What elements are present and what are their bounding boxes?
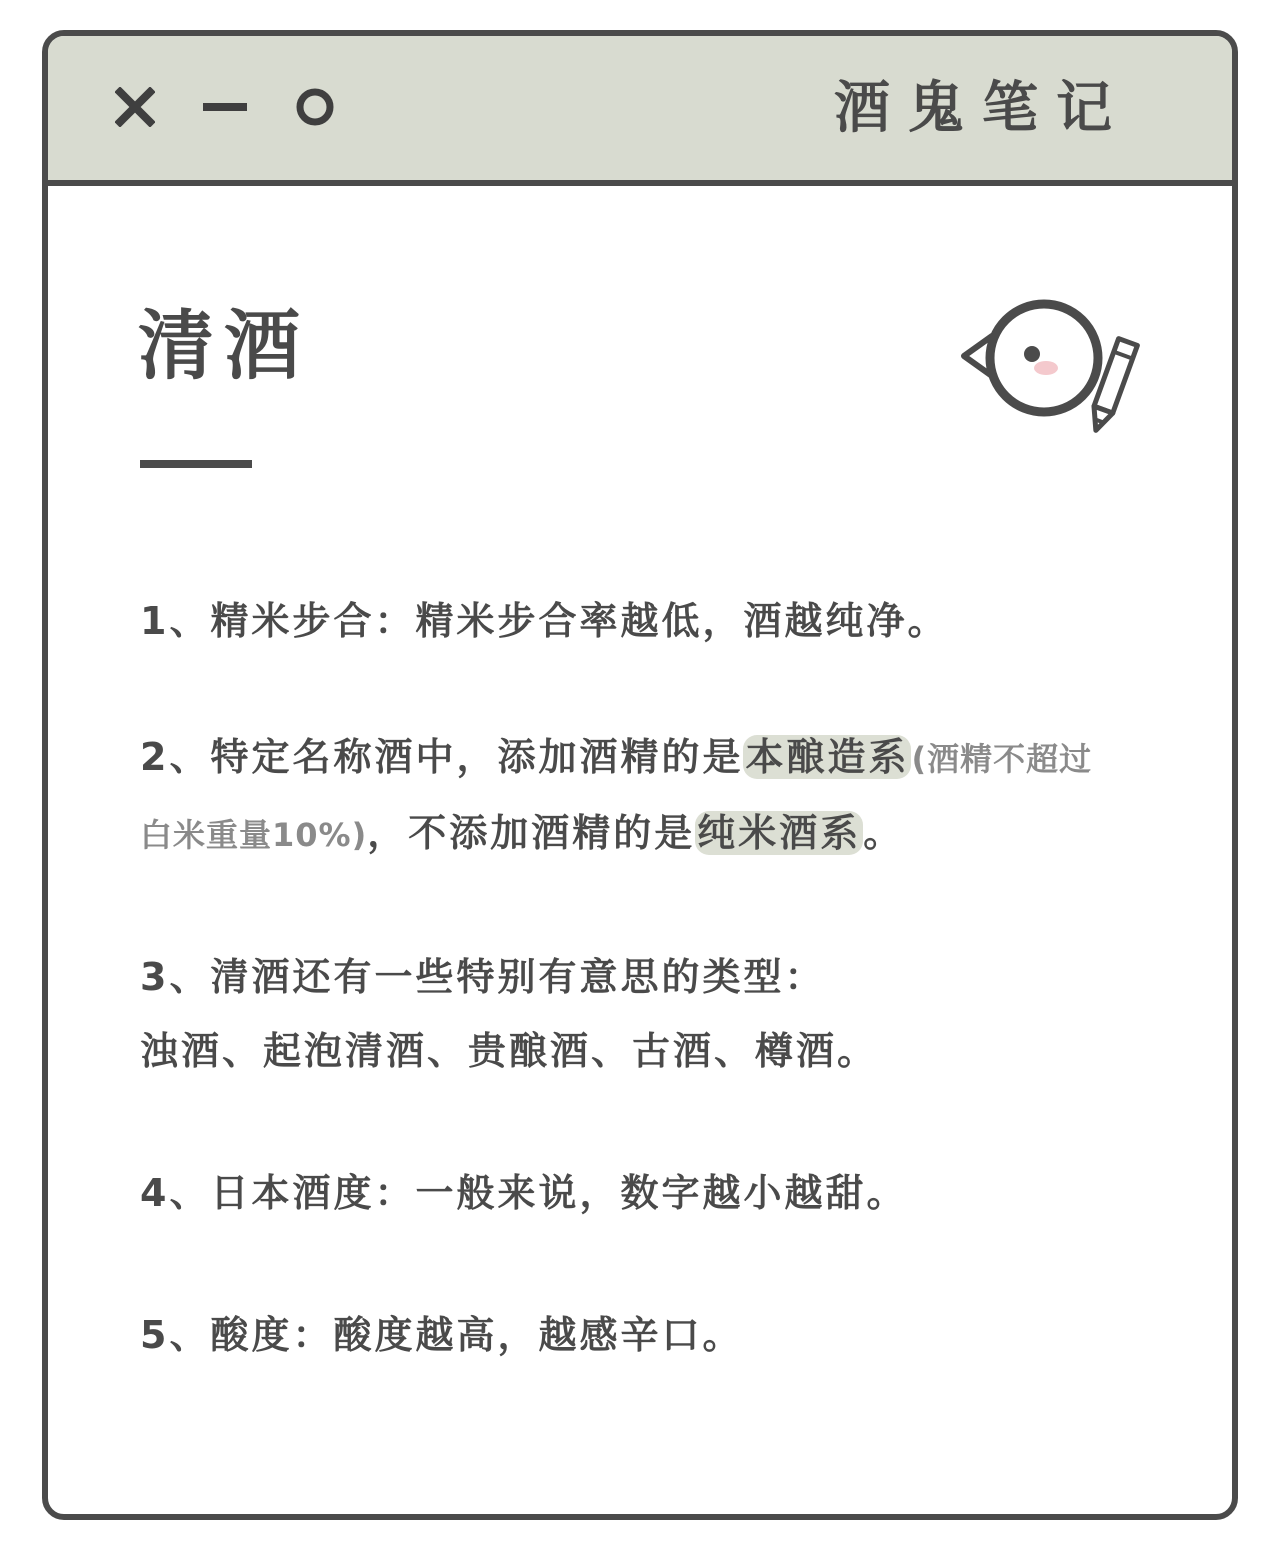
- note-2-line-1: [140, 720, 1172, 796]
- note-item-1: 1、精米步合：精米步合率越低，酒越纯净。: [140, 599, 949, 643]
- note-2-prefix: 2、特定名称酒中，添加酒精的是: [140, 735, 744, 779]
- notes-list: [140, 584, 1172, 1372]
- highlight-junmai: 纯米酒系: [697, 811, 862, 855]
- note-item-5: 5、酸度：酸度越高，越感辛口。: [140, 1313, 744, 1357]
- maximize-button[interactable]: [290, 82, 340, 132]
- minimize-icon: [201, 87, 249, 127]
- app-window: [42, 30, 1238, 1520]
- close-icon: [115, 87, 155, 127]
- note-2-middle: ，不添加酒精的是: [367, 811, 696, 855]
- minimize-button[interactable]: [200, 82, 250, 132]
- note-2-line-2: [140, 796, 1172, 872]
- note-3-line-1: 3、清酒还有一些特别有意思的类型：: [140, 955, 826, 999]
- note-3-line-2: 浊酒、起泡清酒、贵酿酒、古酒、樽酒。: [140, 1029, 879, 1073]
- note-2-suffix: 。: [863, 811, 905, 855]
- title-bar: [48, 36, 1232, 186]
- note-2-aside-1: (酒精不超过: [911, 740, 1093, 778]
- note-2-aside-2: 白米重量10%): [140, 816, 368, 854]
- close-button[interactable]: [110, 82, 160, 132]
- note-item-3: [140, 940, 1172, 1088]
- note-item-4: 4、日本酒度：一般来说，数字越小越甜。: [140, 1171, 908, 1215]
- highlight-honjozo: 本酿造系: [745, 735, 910, 779]
- page-title: 清酒: [138, 301, 310, 390]
- title-divider: [140, 460, 252, 468]
- note-item-2: [140, 720, 1172, 872]
- mascot: [956, 298, 1164, 440]
- app-title: 酒鬼笔记: [834, 76, 1130, 141]
- bird-with-pencil-icon: [956, 298, 1164, 440]
- maximize-icon: [294, 86, 336, 128]
- content-area: [48, 186, 1232, 1514]
